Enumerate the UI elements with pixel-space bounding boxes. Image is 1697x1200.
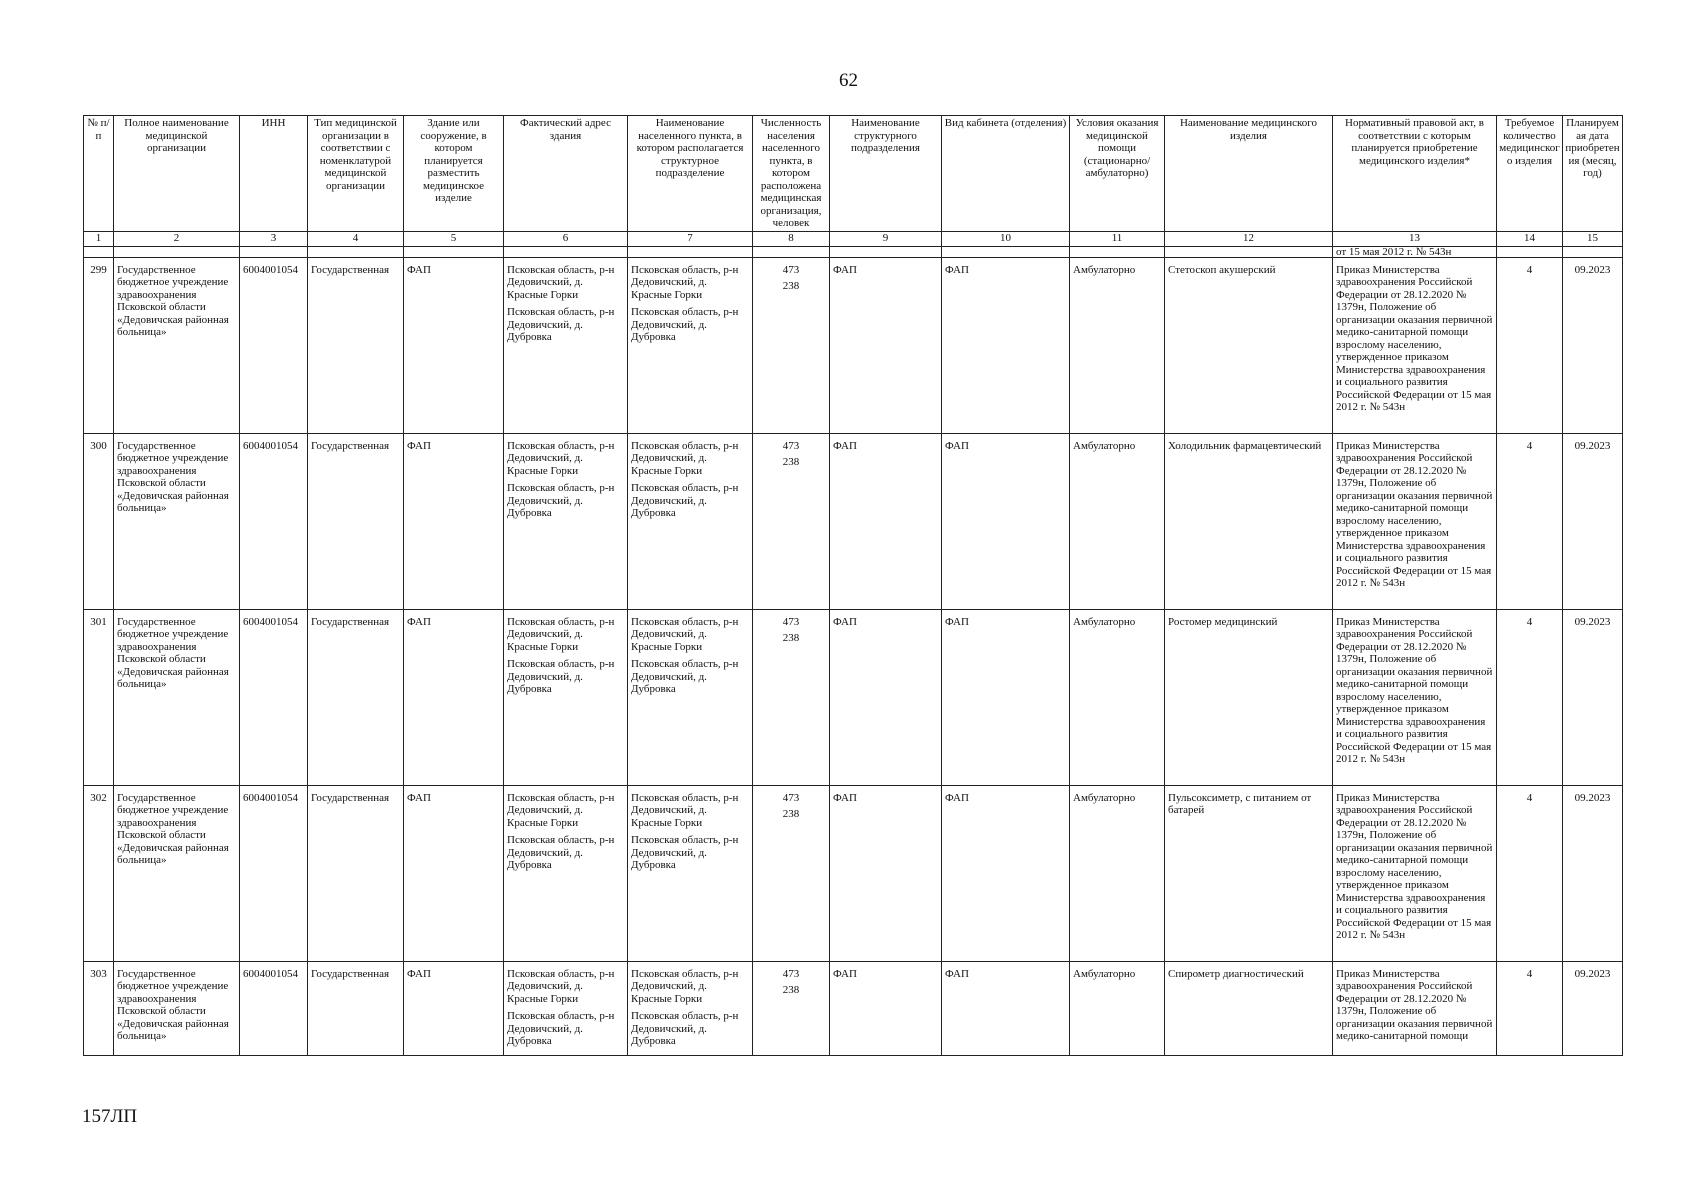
planned-date: 09.2023 — [1563, 961, 1623, 1055]
population — [753, 433, 830, 609]
population-value: 473 — [782, 967, 800, 980]
column-number: 13 — [1333, 231, 1497, 246]
legal-act: Приказ Министерства здравоохранения Российской Федерации от 28.12.2020 № 1379н, Положение об организации оказания первичной медико-санитарной помощи взрослому населению, утвержденное приказом Министерства здравоохранения и социального развития Российской Федерации от 15 мая 2012 г. № 543н — [1333, 257, 1497, 433]
row-number: 303 — [84, 961, 114, 1055]
column-header: № п/п — [84, 116, 114, 232]
organization-type: Государственная — [308, 785, 404, 961]
cabinet-type: ФАП — [942, 433, 1070, 609]
actual-address — [504, 961, 628, 1055]
row-number: 301 — [84, 609, 114, 785]
legal-act: Приказ Министерства здравоохранения Российской Федерации от 28.12.2020 № 1379н, Положение об организации оказания первичной медико-санитарной помощи — [1333, 961, 1497, 1055]
organization-name: Государственное бюджетное учреждение здравоохранения Псковской области «Дедовичская районная больница» — [114, 961, 240, 1055]
continuation-text: от 15 мая 2012 г. № 543н — [1333, 246, 1497, 257]
population-value: 473 — [782, 791, 800, 804]
structural-unit: ФАП — [830, 257, 942, 433]
table-row — [84, 609, 1623, 785]
column-header: Вид кабинета (отделения) — [942, 116, 1070, 232]
column-header: Численность населения населенного пункта, в котором расположена медицинская организация, человек — [753, 116, 830, 232]
column-header: Наименование структурного подразделения — [830, 116, 942, 232]
column-number: 12 — [1165, 231, 1333, 246]
address-line: Псковская область, р-н Дедовичский, д. Дубровка — [507, 834, 615, 871]
population-value: 238 — [782, 808, 800, 820]
population-value: 473 — [782, 615, 800, 628]
device-name: Ростомер медицинский — [1165, 609, 1333, 785]
required-quantity: 4 — [1497, 257, 1563, 433]
population-value: 238 — [782, 632, 800, 644]
care-conditions: Амбулаторно — [1070, 609, 1165, 785]
device-name: Стетоскоп акушерский — [1165, 257, 1333, 433]
building: ФАП — [404, 785, 504, 961]
row-number: 299 — [84, 257, 114, 433]
column-number: 3 — [240, 231, 308, 246]
population — [753, 609, 830, 785]
locality-line: Псковская область, р-н Дедовичский, д. Дубровка — [631, 834, 739, 871]
care-conditions: Амбулаторно — [1070, 257, 1165, 433]
address-line: Псковская область, р-н Дедовичский, д. Красные Горки — [507, 615, 615, 653]
document-code: 157ЛП — [82, 1106, 138, 1127]
column-number: 7 — [628, 231, 753, 246]
locality-line: Псковская область, р-н Дедовичский, д. Красные Горки — [631, 791, 739, 829]
population-value: 238 — [782, 456, 800, 468]
column-number: 5 — [404, 231, 504, 246]
address-line: Псковская область, р-н Дедовичский, д. Дубровка — [507, 482, 615, 519]
column-header: Наименование населенного пункта, в котором располагается структурное подразделение — [628, 116, 753, 232]
planned-date: 09.2023 — [1563, 433, 1623, 609]
required-quantity: 4 — [1497, 609, 1563, 785]
legal-act: Приказ Министерства здравоохранения Российской Федерации от 28.12.2020 № 1379н, Положение об организации оказания первичной медико-санитарной помощи взрослому населению, утвержденное приказом Министерства здравоохранения и социального развития Российской Федерации от 15 мая 2012 г. № 543н — [1333, 785, 1497, 961]
column-header: Фактический адрес здания — [504, 116, 628, 232]
table-header-row — [84, 116, 1623, 232]
column-number: 1 — [84, 231, 114, 246]
device-name: Холодильник фармацевтический — [1165, 433, 1333, 609]
column-header: Требуемое количество медицинского изделия — [1497, 116, 1563, 232]
column-header: Полное наименование медицинской организации — [114, 116, 240, 232]
column-number: 10 — [942, 231, 1070, 246]
equipment-table — [83, 115, 1623, 1056]
locality-line: Псковская область, р-н Дедовичский, д. Дубровка — [631, 482, 739, 519]
locality-line: Псковская область, р-н Дедовичский, д. Дубровка — [631, 306, 739, 343]
population-value: 473 — [782, 263, 800, 276]
structural-unit: ФАП — [830, 785, 942, 961]
column-number-row — [84, 231, 1623, 246]
planned-date: 09.2023 — [1563, 257, 1623, 433]
actual-address — [504, 257, 628, 433]
building: ФАП — [404, 257, 504, 433]
locality — [628, 433, 753, 609]
population-value: 238 — [782, 280, 800, 292]
address-line: Псковская область, р-н Дедовичский, д. Красные Горки — [507, 263, 615, 301]
building: ФАП — [404, 609, 504, 785]
column-header: Нормативный правовой акт, в соответствии с которым планируется приобретение медицинского изделия* — [1333, 116, 1497, 232]
population — [753, 785, 830, 961]
building: ФАП — [404, 961, 504, 1055]
planned-date: 09.2023 — [1563, 785, 1623, 961]
care-conditions: Амбулаторно — [1070, 433, 1165, 609]
population-value: 238 — [782, 984, 800, 996]
address-line: Псковская область, р-н Дедовичский, д. Красные Горки — [507, 439, 615, 477]
column-number: 15 — [1563, 231, 1623, 246]
column-number: 8 — [753, 231, 830, 246]
structural-unit: ФАП — [830, 609, 942, 785]
device-name: Спирометр диагностический — [1165, 961, 1333, 1055]
organization-type: Государственная — [308, 961, 404, 1055]
address-line: Псковская область, р-н Дедовичский, д. Дубровка — [507, 1010, 615, 1047]
organization-type: Государственная — [308, 609, 404, 785]
column-header: ИНН — [240, 116, 308, 232]
address-line: Псковская область, р-н Дедовичский, д. Красные Горки — [507, 967, 615, 1005]
inn: 6004001054 — [240, 433, 308, 609]
table-row — [84, 785, 1623, 961]
care-conditions: Амбулаторно — [1070, 785, 1165, 961]
column-header: Здание или сооружение, в котором планируется разместить медицинское изделие — [404, 116, 504, 232]
inn: 6004001054 — [240, 785, 308, 961]
organization-name: Государственное бюджетное учреждение здравоохранения Псковской области «Дедовичская районная больница» — [114, 257, 240, 433]
organization-type: Государственная — [308, 257, 404, 433]
continuation-row — [84, 246, 1623, 257]
table-row — [84, 433, 1623, 609]
actual-address — [504, 433, 628, 609]
population-value: 473 — [782, 439, 800, 452]
structural-unit: ФАП — [830, 433, 942, 609]
address-line: Псковская область, р-н Дедовичский, д. Красные Горки — [507, 791, 615, 829]
inn: 6004001054 — [240, 961, 308, 1055]
cabinet-type: ФАП — [942, 785, 1070, 961]
required-quantity: 4 — [1497, 961, 1563, 1055]
locality — [628, 961, 753, 1055]
locality — [628, 257, 753, 433]
inn: 6004001054 — [240, 609, 308, 785]
organization-name: Государственное бюджетное учреждение здравоохранения Псковской области «Дедовичская районная больница» — [114, 609, 240, 785]
legal-act: Приказ Министерства здравоохранения Российской Федерации от 28.12.2020 № 1379н, Положение об организации оказания первичной медико-санитарной помощи взрослому населению, утвержденное приказом Министерства здравоохранения и социального развития Российской Федерации от 15 мая 2012 г. № 543н — [1333, 609, 1497, 785]
care-conditions: Амбулаторно — [1070, 961, 1165, 1055]
locality-line: Псковская область, р-н Дедовичский, д. Дубровка — [631, 658, 739, 695]
locality-line: Псковская область, р-н Дедовичский, д. Красные Горки — [631, 615, 739, 653]
planned-date: 09.2023 — [1563, 609, 1623, 785]
column-header: Условия оказания медицинской помощи (стационарно/ амбулаторно) — [1070, 116, 1165, 232]
column-header: Планируемая дата приобретения (месяц, год) — [1563, 116, 1623, 232]
locality-line: Псковская область, р-н Дедовичский, д. Дубровка — [631, 1010, 739, 1047]
column-number: 14 — [1497, 231, 1563, 246]
page-number: 62 — [839, 70, 858, 91]
locality-line: Псковская область, р-н Дедовичский, д. Красные Горки — [631, 439, 739, 477]
cabinet-type: ФАП — [942, 257, 1070, 433]
cabinet-type: ФАП — [942, 609, 1070, 785]
row-number: 302 — [84, 785, 114, 961]
actual-address — [504, 785, 628, 961]
column-header: Наименование медицинского изделия — [1165, 116, 1333, 232]
legal-act: Приказ Министерства здравоохранения Российской Федерации от 28.12.2020 № 1379н, Положение об организации оказания первичной медико-санитарной помощи взрослому населению, утвержденное приказом Министерства здравоохранения и социального развития Российской Федерации от 15 мая 2012 г. № 543н — [1333, 433, 1497, 609]
address-line: Псковская область, р-н Дедовичский, д. Дубровка — [507, 658, 615, 695]
locality-line: Псковская область, р-н Дедовичский, д. Красные Горки — [631, 263, 739, 301]
organization-type: Государственная — [308, 433, 404, 609]
required-quantity: 4 — [1497, 433, 1563, 609]
column-number: 4 — [308, 231, 404, 246]
column-number: 9 — [830, 231, 942, 246]
column-header: Тип медицинской организации в соответствии с номенклатурой медицинской организации — [308, 116, 404, 232]
table-row — [84, 961, 1623, 1055]
required-quantity: 4 — [1497, 785, 1563, 961]
locality — [628, 609, 753, 785]
locality-line: Псковская область, р-н Дедовичский, д. Красные Горки — [631, 967, 739, 1005]
table-row — [84, 257, 1623, 433]
structural-unit: ФАП — [830, 961, 942, 1055]
address-line: Псковская область, р-н Дедовичский, д. Дубровка — [507, 306, 615, 343]
column-number: 11 — [1070, 231, 1165, 246]
building: ФАП — [404, 433, 504, 609]
actual-address — [504, 609, 628, 785]
row-number: 300 — [84, 433, 114, 609]
inn: 6004001054 — [240, 257, 308, 433]
population — [753, 961, 830, 1055]
device-name: Пульсоксиметр, с питанием от батарей — [1165, 785, 1333, 961]
organization-name: Государственное бюджетное учреждение здравоохранения Псковской области «Дедовичская районная больница» — [114, 785, 240, 961]
column-number: 6 — [504, 231, 628, 246]
organization-name: Государственное бюджетное учреждение здравоохранения Псковской области «Дедовичская районная больница» — [114, 433, 240, 609]
locality — [628, 785, 753, 961]
column-number: 2 — [114, 231, 240, 246]
cabinet-type: ФАП — [942, 961, 1070, 1055]
population — [753, 257, 830, 433]
